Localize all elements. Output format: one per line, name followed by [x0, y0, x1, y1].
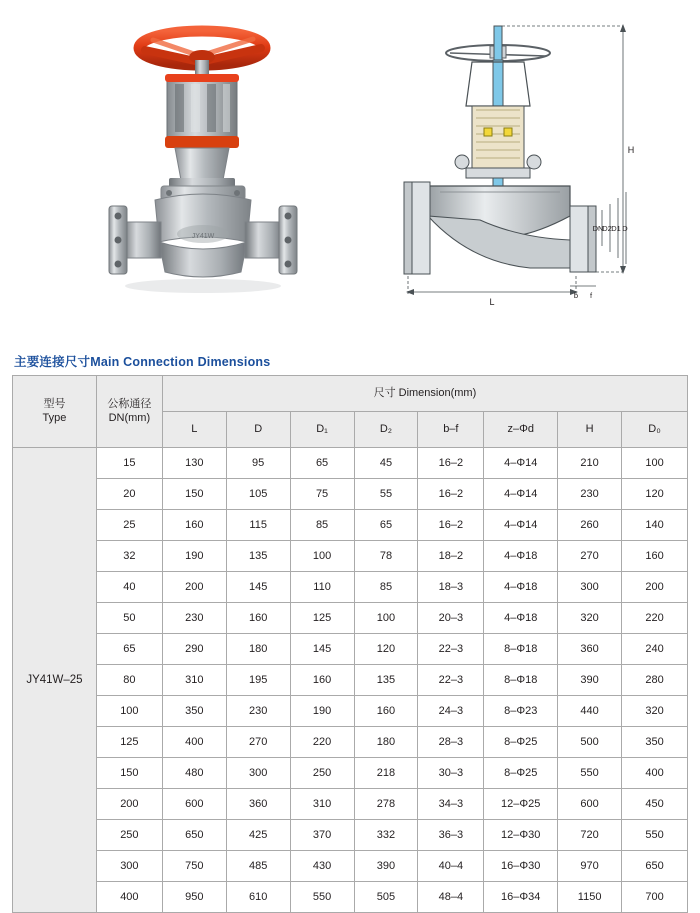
cell-zd: 4–Φ14 — [484, 448, 558, 479]
dim-label-H: H — [627, 145, 635, 155]
cell-D2: 332 — [354, 820, 418, 851]
dimension-L — [406, 276, 578, 296]
cell-H: 230 — [558, 479, 622, 510]
section-title — [14, 352, 270, 370]
cell-type: JY41W–25 — [13, 448, 97, 913]
cell-dn: 400 — [96, 882, 162, 913]
cell-H: 390 — [558, 665, 622, 696]
table-row — [13, 572, 688, 603]
cell-L: 230 — [162, 603, 226, 634]
cell-zd: 4–Φ18 — [484, 541, 558, 572]
cell-dn: 32 — [96, 541, 162, 572]
header-col-L: L — [162, 412, 226, 448]
table-row — [13, 727, 688, 758]
cell-D0: 650 — [622, 851, 688, 882]
header-type-cn: 型号 — [43, 397, 66, 410]
cell-D: 135 — [226, 541, 290, 572]
left-flange-section — [404, 182, 430, 274]
table-row — [13, 634, 688, 665]
table-row — [13, 882, 688, 913]
header-dn — [96, 376, 162, 448]
cell-D: 270 — [226, 727, 290, 758]
cell-bf: 24–3 — [418, 696, 484, 727]
header-type — [13, 376, 97, 448]
cell-D2: 78 — [354, 541, 418, 572]
cell-D0: 220 — [622, 603, 688, 634]
cell-L: 750 — [162, 851, 226, 882]
cell-H: 600 — [558, 789, 622, 820]
cell-D1: 85 — [290, 510, 354, 541]
cell-D0: 160 — [622, 541, 688, 572]
header-dimension-group: 尺寸 Dimension(mm) — [162, 376, 687, 412]
dim-label-D1: D1 — [611, 224, 621, 233]
table-row — [13, 510, 688, 541]
dim-label-f: f — [589, 291, 593, 300]
cell-H: 300 — [558, 572, 622, 603]
left-flange — [109, 206, 161, 274]
table-row — [13, 820, 688, 851]
valve-photo — [95, 10, 310, 315]
cell-D1: 145 — [290, 634, 354, 665]
cell-bf: 34–3 — [418, 789, 484, 820]
cell-D2: 45 — [354, 448, 418, 479]
cell-D0: 140 — [622, 510, 688, 541]
cell-L: 150 — [162, 479, 226, 510]
cell-L: 310 — [162, 665, 226, 696]
cell-D0: 350 — [622, 727, 688, 758]
cell-L: 600 — [162, 789, 226, 820]
body-section — [428, 186, 570, 268]
cell-H: 260 — [558, 510, 622, 541]
dim-label-D: D — [622, 224, 628, 233]
header-type-en: Type — [42, 411, 67, 424]
header-col-D2: D₂ — [354, 412, 418, 448]
cell-L: 480 — [162, 758, 226, 789]
header-col-D0: D₀ — [622, 412, 688, 448]
cell-L: 130 — [162, 448, 226, 479]
cell-D1: 100 — [290, 541, 354, 572]
cell-D2: 180 — [354, 727, 418, 758]
cell-D2: 85 — [354, 572, 418, 603]
section-title-cn: 主要连接尺寸 — [14, 355, 91, 369]
cell-L: 290 — [162, 634, 226, 665]
cell-H: 550 — [558, 758, 622, 789]
cell-D0: 700 — [622, 882, 688, 913]
cell-D1: 160 — [290, 665, 354, 696]
cell-zd: 12–Φ30 — [484, 820, 558, 851]
cell-zd: 4–Φ18 — [484, 603, 558, 634]
cell-D: 230 — [226, 696, 290, 727]
dim-label-DN: DN — [592, 224, 604, 233]
cell-D0: 450 — [622, 789, 688, 820]
cell-D2: 505 — [354, 882, 418, 913]
cell-H: 500 — [558, 727, 622, 758]
header-col-zd: z–Φd — [484, 412, 558, 448]
packing-right-icon — [504, 128, 512, 136]
cell-D2: 160 — [354, 696, 418, 727]
cell-D2: 135 — [354, 665, 418, 696]
cell-D: 145 — [226, 572, 290, 603]
cell-D1: 250 — [290, 758, 354, 789]
cell-dn: 125 — [96, 727, 162, 758]
right-flange — [245, 206, 297, 274]
cell-D: 160 — [226, 603, 290, 634]
table-row — [13, 541, 688, 572]
cell-D: 195 — [226, 665, 290, 696]
dim-label-L: L — [489, 297, 495, 307]
cell-D: 485 — [226, 851, 290, 882]
stem-outline — [494, 26, 502, 60]
cell-H: 720 — [558, 820, 622, 851]
cell-H: 440 — [558, 696, 622, 727]
cell-D2: 390 — [354, 851, 418, 882]
cell-dn: 25 — [96, 510, 162, 541]
cell-L: 160 — [162, 510, 226, 541]
cell-dn: 200 — [96, 789, 162, 820]
cell-bf: 20–3 — [418, 603, 484, 634]
cell-L: 400 — [162, 727, 226, 758]
cell-dn: 80 — [96, 665, 162, 696]
table-row — [13, 603, 688, 634]
cell-bf: 16–2 — [418, 510, 484, 541]
cell-D2: 65 — [354, 510, 418, 541]
table-row — [13, 665, 688, 696]
table-row — [13, 696, 688, 727]
cell-D2: 278 — [354, 789, 418, 820]
table-row — [13, 789, 688, 820]
cell-D2: 100 — [354, 603, 418, 634]
cell-D: 360 — [226, 789, 290, 820]
cell-D: 105 — [226, 479, 290, 510]
cell-bf: 16–2 — [418, 479, 484, 510]
cell-D1: 370 — [290, 820, 354, 851]
cell-D1: 110 — [290, 572, 354, 603]
cell-bf: 18–2 — [418, 541, 484, 572]
cell-D1: 220 — [290, 727, 354, 758]
table-row — [13, 448, 688, 479]
cell-dn: 250 — [96, 820, 162, 851]
main-connection-dimensions-table — [12, 375, 688, 913]
cell-H: 210 — [558, 448, 622, 479]
cell-L: 650 — [162, 820, 226, 851]
dim-label-D2: D2 — [602, 224, 612, 233]
cell-L: 350 — [162, 696, 226, 727]
cell-zd: 4–Φ14 — [484, 479, 558, 510]
cell-D: 610 — [226, 882, 290, 913]
cell-zd: 16–Φ30 — [484, 851, 558, 882]
cell-bf: 16–2 — [418, 448, 484, 479]
cell-bf: 30–3 — [418, 758, 484, 789]
cell-D1: 310 — [290, 789, 354, 820]
cell-dn: 150 — [96, 758, 162, 789]
cell-bf: 22–3 — [418, 665, 484, 696]
cell-D1: 430 — [290, 851, 354, 882]
handwheel — [137, 31, 267, 65]
header-dn-en: DN(mm) — [108, 411, 151, 424]
cell-bf: 28–3 — [418, 727, 484, 758]
table-header-row-1 — [13, 376, 688, 412]
cell-D1: 190 — [290, 696, 354, 727]
cell-H: 970 — [558, 851, 622, 882]
cell-D0: 280 — [622, 665, 688, 696]
cell-D: 180 — [226, 634, 290, 665]
cell-bf: 36–3 — [418, 820, 484, 851]
packing-left-icon — [484, 128, 492, 136]
cell-D1: 125 — [290, 603, 354, 634]
cell-bf: 22–3 — [418, 634, 484, 665]
cell-dn: 100 — [96, 696, 162, 727]
cell-L: 950 — [162, 882, 226, 913]
header-col-D: D — [226, 412, 290, 448]
cell-zd: 8–Φ23 — [484, 696, 558, 727]
cell-D1: 75 — [290, 479, 354, 510]
cell-D2: 218 — [354, 758, 418, 789]
cell-L: 190 — [162, 541, 226, 572]
cell-D0: 400 — [622, 758, 688, 789]
cell-dn: 65 — [96, 634, 162, 665]
header-col-H: H — [558, 412, 622, 448]
cell-D0: 120 — [622, 479, 688, 510]
dim-label-b: b — [573, 291, 579, 300]
cell-dn: 20 — [96, 479, 162, 510]
cell-zd: 8–Φ25 — [484, 727, 558, 758]
dimensions-table-wrap — [12, 375, 688, 913]
cell-D0: 550 — [622, 820, 688, 851]
valve-section-drawing — [380, 10, 670, 315]
cell-zd: 16–Φ34 — [484, 882, 558, 913]
cell-D2: 120 — [354, 634, 418, 665]
cell-L: 200 — [162, 572, 226, 603]
header-dn-cn: 公称通径 — [107, 397, 152, 410]
bonnet — [169, 148, 235, 188]
table-body — [13, 448, 688, 913]
cell-H: 270 — [558, 541, 622, 572]
cell-D0: 240 — [622, 634, 688, 665]
cell-zd: 8–Φ25 — [484, 758, 558, 789]
valve-body — [155, 194, 251, 277]
cell-D: 95 — [226, 448, 290, 479]
right-flange-section — [570, 206, 596, 272]
cell-D0: 320 — [622, 696, 688, 727]
cell-zd: 12–Φ25 — [484, 789, 558, 820]
figures-area — [0, 0, 700, 340]
cell-D0: 100 — [622, 448, 688, 479]
cell-bf: 48–4 — [418, 882, 484, 913]
svg-text:JY41W: JY41W — [191, 233, 215, 240]
cell-H: 360 — [558, 634, 622, 665]
header-col-bf: b–f — [418, 412, 484, 448]
cell-D1: 550 — [290, 882, 354, 913]
cell-dn: 15 — [96, 448, 162, 479]
cell-D: 425 — [226, 820, 290, 851]
section-title-en: Main Connection Dimensions — [90, 355, 271, 369]
cell-H: 1150 — [558, 882, 622, 913]
cell-bf: 18–3 — [418, 572, 484, 603]
table-row — [13, 758, 688, 789]
table-row — [13, 851, 688, 882]
cell-dn: 300 — [96, 851, 162, 882]
cell-D: 300 — [226, 758, 290, 789]
table-row — [13, 479, 688, 510]
cell-bf: 40–4 — [418, 851, 484, 882]
cell-dn: 40 — [96, 572, 162, 603]
cell-dn: 50 — [96, 603, 162, 634]
bolt-left-icon — [455, 155, 469, 169]
cell-zd: 4–Φ14 — [484, 510, 558, 541]
cell-zd: 8–Φ18 — [484, 665, 558, 696]
cell-H: 320 — [558, 603, 622, 634]
cell-D1: 65 — [290, 448, 354, 479]
header-col-D1: D₁ — [290, 412, 354, 448]
cell-D2: 55 — [354, 479, 418, 510]
cell-D0: 200 — [622, 572, 688, 603]
cell-zd: 8–Φ18 — [484, 634, 558, 665]
table-head — [13, 376, 688, 448]
actuator-housing — [165, 74, 239, 148]
bolt-right-icon — [527, 155, 541, 169]
cell-zd: 4–Φ18 — [484, 572, 558, 603]
cell-D: 115 — [226, 510, 290, 541]
